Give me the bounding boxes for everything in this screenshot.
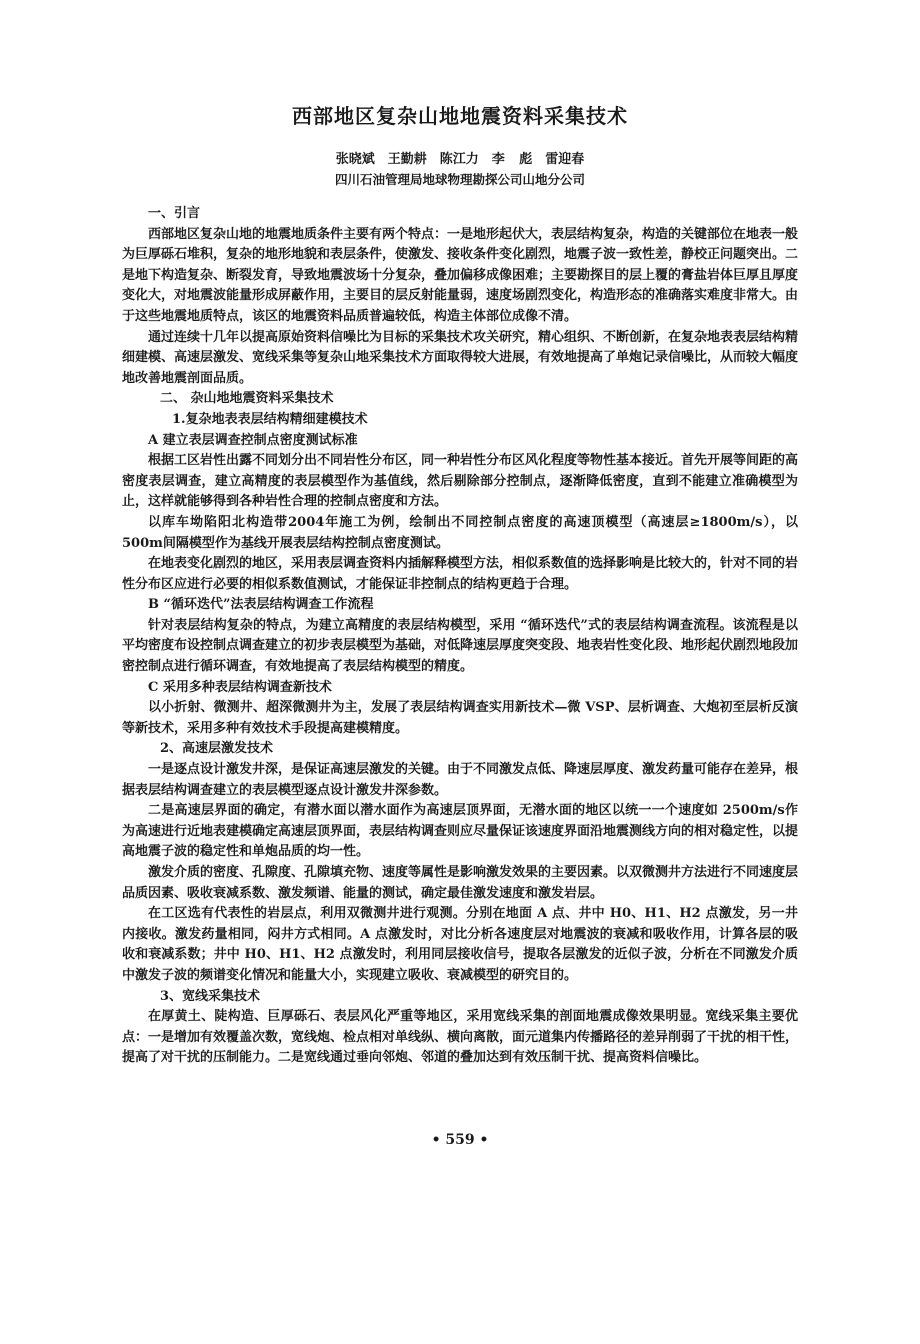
paragraph: 在地表变化剧烈的地区，采用表层调查资料内插解释模型方法，相似系数值的选择影响是比较大的，针对不同的岩性分布区应进行必要的相似系数值测试，才能保证非控制点的结构更趋于合理。: [122, 556, 799, 592]
paragraph: 针对表层结构复杂的特点，为建立高精度的表层结构模型，采用 “循环迭代”式的表层结构调查流程。该流程是以平均密度布设控制点调查建立的初步表层模型为基础，对低降速层厚度突变段、地表岩性变化段、地形起伏剧烈地段加密控制点进行循环调查，有效地提高了表层结构模型的精度。: [122, 617, 799, 675]
subheading-a: A 建立表层调查控制点密度测试标准: [148, 432, 358, 448]
paragraph: 在厚黄土、陡构造、巨厚砾石、表层风化严重等地区，采用宽线采集的剖面地震成像效果明显。宽线采集主要优点：一是增加有效覆盖次数，宽线炮、检点相对单线纵、横向离散，面元道集内传播路径的差异削弱了干扰的相干性，提高了对干扰的压制能力。二是宽线通过垂向邻炮、邻道的叠加达到有效压制干扰、提高资料信噪比。: [122, 1009, 799, 1066]
paper-title: 西部地区复杂山地地震资料采集技术: [292, 104, 628, 128]
paragraph: 以库车坳陷阳北构造带2004年施工为例，绘制出不同控制点密度的高速顶模型（高速层≥1800m/s），以500m间隔模型作为基线开展表层结构控制点密度测试。: [122, 514, 798, 551]
subsection-heading-wideline: 3、宽线采集技术: [160, 988, 261, 1004]
paragraph: 通过连续十几年以提高原始资料信噪比为目标的采集技术攻关研究，精心组织、不断创新，在复杂地表表层结构精细建模、高速层激发、宽线采集等复杂山地采集技术方面取得较大进展，有效地提高了单炮记录信噪比，从而较大幅度地改善地震剖面品质。: [122, 329, 799, 386]
section-heading-intro: 一、引言: [148, 206, 201, 221]
subheading-c: C 采用多种表层结构调查新技术: [148, 679, 332, 695]
paragraph: 以小折射、微测井、超深微测井为主，发展了表层结构调查实用新技术—微 VSP、层析调查、大炮初至层析反演等新技术，采用多种有效技术手段提高建模精度。: [122, 700, 798, 736]
paragraph: 一是逐点设计激发井深，是保证高速层激发的关键。由于不同激发点低、降速层厚度、激发药量可能存在差异，根据表层结构调查建立的表层模型逐点设计激发井深参数。: [122, 762, 799, 798]
section-heading-techniques: 二、 杂山地地震资料采集技术: [160, 391, 334, 407]
affiliation: 四川石油管理局地球物理勘探公司山地分公司: [334, 172, 585, 187]
subsection-heading-excitation: 2、高速层激发技术: [160, 741, 274, 757]
author-list: 张晓斌 王勤耕 陈江力 李 彪 雷迎春: [335, 152, 585, 167]
page-number: • 559 •: [431, 1132, 489, 1148]
paragraph: 根据工区岩性出露不同划分出不同岩性分布区，同一种岩性分布区风化程度等物性基本接近。首先开展等间距的高密度表层调查，建立高精度的表层模型作为基值线，然后剔除部分控制点，逐渐降低密度，直到不能建立准确模型为止，这样就能够得到各种岩性合理的控制点密度和方法。: [122, 453, 799, 510]
article-body: [122, 204, 798, 1069]
subheading-b: B “循环迭代”法表层结构调查工作流程: [148, 597, 374, 613]
paragraph: 在工区选有代表性的岩层点，利用双微测井进行观测。分别在地面 A 点、井中 H0、H1、H2 点激发，另一井内接收。激发药量相同，闷井方式相同。A 点激发时，对比分析各速度层对地震波的衰减和吸收作用，计算各层的吸收和衰减系数；井中 H0、H1、H2 点激发时，利用同层接收信号，提取各层激发的近似子波，分析在不同激发介质中激发子波的频谱变化情况和能量大小，实现建立吸收、衰减模型的研究目的。: [122, 906, 798, 983]
paragraph: 西部地区复杂山地的地震地质条件主要有两个特点：一是地形起伏大，表层结构复杂，构造的关键部位在地表一般为巨厚砾石堆积，复杂的地形地貌和表层条件，使激发、接收条件变化剧烈，地震子波一致性差，静校正问题突出。二是地下构造复杂、断裂发育，导致地震波场十分复杂，叠加偏移成像困难；主要勘探目的层上覆的膏盐岩体巨厚且厚度变化大，对地震波能量形成屏蔽作用，主要目的层反射能量弱，速度场剧烈变化，构造形态的准确落实难度非常大。由于这些地震地质特点，该区的地震资料品质普遍较低，构造主体部位成像不清。: [122, 226, 799, 324]
subsection-heading-modeling: 1.复杂地表表层结构精细建模技术: [172, 411, 368, 427]
paragraph: 激发介质的密度、孔隙度、孔隙填充物、速度等属性是影响激发效果的主要因素。以双微测井方法进行不同速度层品质因素、吸收衰减系数、激发频谱、能量的测试，确定最佳激发速度和激发岩层。: [122, 865, 799, 901]
paragraph: 二是高速层界面的确定，有潜水面以潜水面作为高速层顶界面，无潜水面的地区以统一一个速度如 2500m/s作为高速进行近地表建模确定高速层顶界面，表层结构调查则应尽量保证该速度界面沿地震测线方向的相对稳定性，以提高地震子波的稳定性和单炮品质的均一性。: [122, 803, 799, 860]
